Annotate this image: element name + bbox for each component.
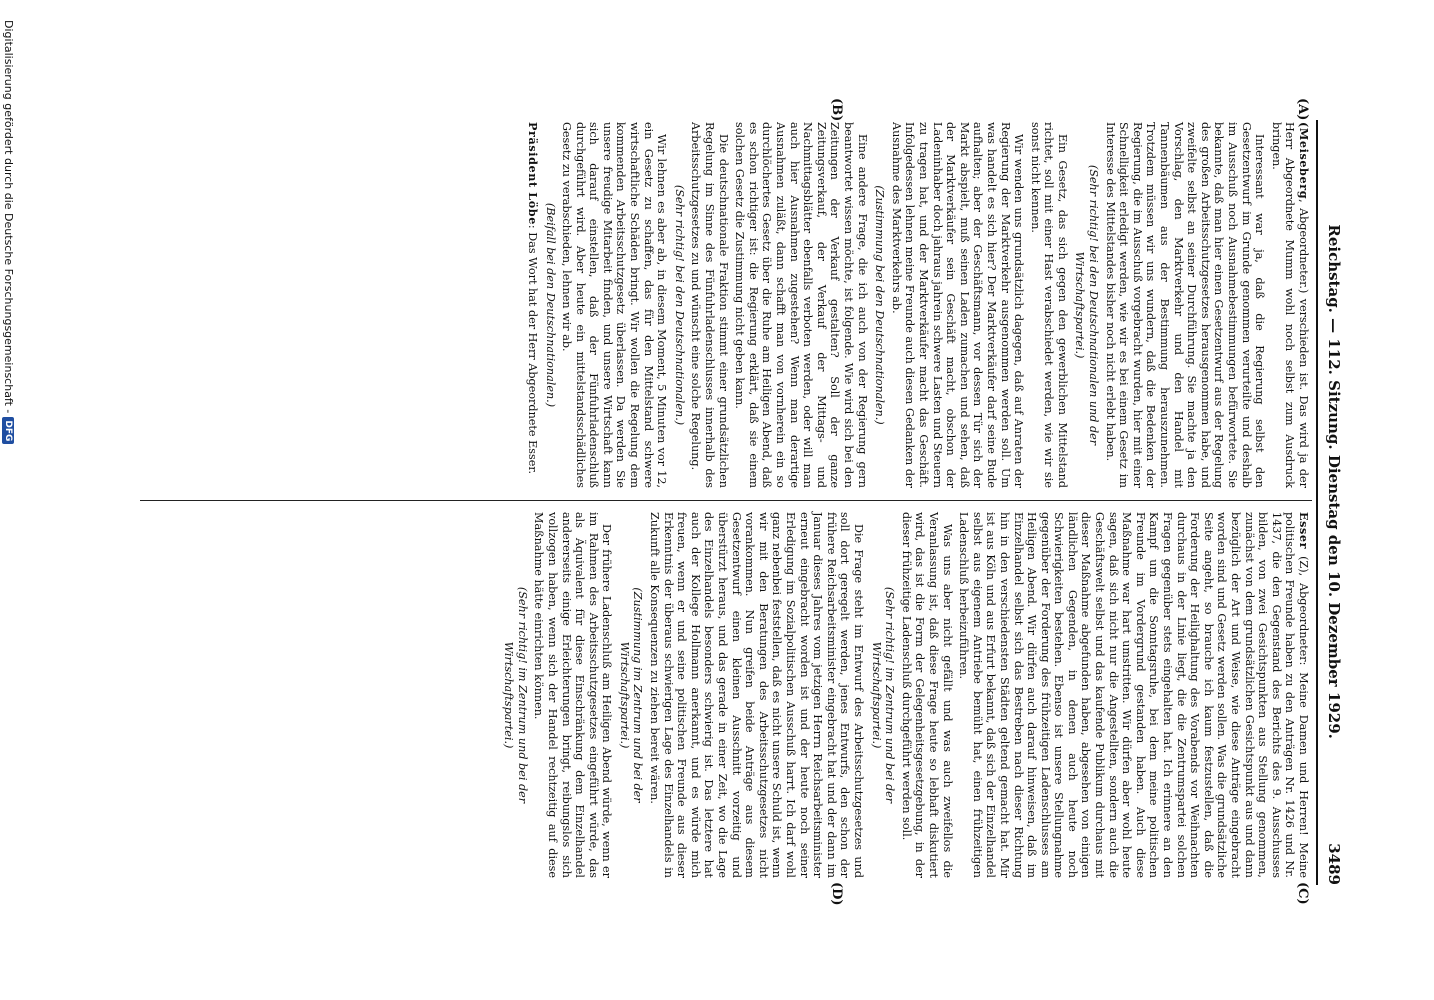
paragraph: Der frühere Ladenschluß am Heiligen Abend würde, wenn er im Rahmen des Arbeitsschutzgesetzes eingeführt würde, das als Äquivalent für diese Einschränkung dem Einzelhandel andererseits einige Erleichterungen bringt, reibungslos sich vollzogen haben, wenn sich der Handel rechtzeitig auf diese Maßnahme hätte einrichten können. (532, 512, 614, 878)
speech-text: (Z), Abgeordneter: Meine Damen und Herren! Meine politischen Freunde haben zu den Anträgen Nr. 1426 und Nr. 1437, die den Gegenstand des Berichts des 9. Ausschusses bilden, von zwei Gesichtspunkten aus Stellung genommen, zunächst von dem grundsätzlichen Gesichtspunkt aus und dann bezüglich der Art und Weise, wie diese Anträge eingebracht worden sind und Gesetz werden sollen. Was die grundsätzliche Seite angeht, so brauche ich kaum festzustellen, daß die Forderung der Heilighaltung des Vorabends vor Weihnachten durchaus in der Linie liegt, die die Zentrumspartei solchen Fragen gegenüber stets eingehalten hat. Ich erinnere an den Kampf um die Sonntagsruhe, bei dem meine politischen Freunde im Vordergrund gestanden haben. Auch diese Maßnahme war hart umstritten. Wir dürfen aber wohl heute sagen, daß sich nicht nur die Angestellten, sondern auch die Geschäftswelt selbst und das kaufende Publikum durchaus mit dieser Maßnahme abgefunden haben, abgesehen von einigen ländlichen Gegenden, in denen auch heute noch Schwierigkeiten bestehen. Ebenso ist unsere Stellungnahme gegenüber der Forderung des frühzeitigen Ladenschlusses am Heiligen Abend. Wir dürfen auch darauf hinweisen, daß im Einzelhandel selbst sich das Bestreben nach dieser Richtung hin in den verschiedensten Städten geltend gemacht hat. Mir ist aus Köln und aus Erfurt bekannt, daß sich der Einzelhandel selbst aus eigenem Antriebe bemüht hat, einen frühzeitigen Ladenschluß herbeizuführen. (957, 512, 1310, 878)
running-head: Reichstag. — 112. Sitzung. Dienstag den 10. Dezember 1929. (1325, 224, 1343, 739)
paragraph: Die deutschnationale Fraktion stimmt einer grundsätzlichen Regelung im Sinne des Fünfuhrladenschlusses innerhalb des Arbeitsschutzgesetzes zu und wünscht eine solche Regelung. (689, 122, 730, 488)
left-column (522, 122, 1310, 488)
interjection: (Sehr richtig! bei den Deutschnationalen.) (672, 184, 686, 426)
speaker-name: (Meiseberg (1297, 122, 1311, 200)
page-number: 3489 (1325, 843, 1343, 885)
paragraph: Die Frage steht im Entwurf des Arbeitsschutzgesetzes und soll dort geregelt werden, jenes Entwurfs, den schon der frühere Reichsarbeitsminister eingebracht hat und der dann im Januar dieses Jahres vom jetzigen Herrn Reichsarbeitsminister erneut eingebracht worden ist und der heute noch seiner Erledigung im Sozialpolitischen Ausschuß harrt. Ich darf wohl ganz nebenbei feststellen, daß es nicht unsere Schuld ist, wenn wir mit den Beratungen des Arbeitsschutzgesetzes nicht vorankommen. Nun greifen beide Anträge aus diesem Gesetzentwurf einen kleinen Ausschnitt vorzeitig und überstürzt heraus, und das gerade in einer Zeit, wo die Lage des Einzelhandels besonders schwierig ist. Das letztere hat auch der Kollege Hollmann anerkannt, und es würde mich freuen, wenn er und seine politischen Freunde aus dieser Erkenntnis der überaus schwierigen Lage des Einzelhandels in Zukunft alle Konsequenzen zu ziehen bereit wären. (648, 512, 865, 878)
dfg-logo: DFG (3, 417, 15, 444)
page-header (1322, 120, 1346, 885)
speech-text: , Abgeordneter.) verschieden ist. Das wird ja der Herr Abgeordnete Mumm wohl noch selbst zum Ausdruck bringen. (1269, 122, 1310, 488)
interjection: (Sehr richtig! im Zentrum und bei der Wirtschaftspartei.) (869, 586, 897, 804)
speaker-name: Esser (1297, 512, 1311, 550)
paragraph: Eine andere Frage, die ich auch von der Regierung gern beantwortet wissen möchte, ist folgende. Wie wird sich bei den Zeitungen der Verkauf gestalten? Soll der ganze Zeitungsverkauf, der Verkauf der Mittags- und Nachmittagsblätter ebenfalls verboten werden, oder will man auch hier Ausnahmen zugestehen? Wenn man derartige Ausnahmen zuläßt, dann schafft man von vornherein ein so durchlöchertes Gesetz über die Ruhe am Heiligen Abend, daß es schon richtiger ist: die Regierung erklärt, daß sie einem solchen Gesetz die Zustimmung nicht geben kann. (733, 122, 869, 488)
column-divider (140, 500, 1312, 501)
digitization-footer (2, 20, 15, 1000)
speech-text: : Das Wort hat der Herr Abgeordnete Esser. (525, 224, 539, 475)
paragraph: Wir lehnen es aber ab, in diesem Moment, 5 Minuten vor 12, ein Gesetz zu schaffen, das für den Mittelstand schwere wirtschaftliche Schäden bringt. Wir wollen die Regelung dem kommenden Arbeitsschutzgesetz überlassen. Da werden Sie unsere freudige Mitarbeit finden, und unsere Wirtschaft kann sich darauf einstellen, daß der Fünfuhrladenschluß durchgeführt wird. Aber heute ein mittelstandsschädliches Gesetz zu verabschieden, lehnen wir ab. (560, 122, 669, 488)
speaker-paragraph (957, 512, 1310, 878)
paragraph: Ein Gesetz, das sich gegen den gewerblichen Mittelstand richtet, soll mit einer Hast verabschiedet werden, wie wir sie sonst nicht kennen. (1028, 122, 1069, 488)
right-column (498, 512, 1310, 878)
interjection: (Zustimmung im Zentrum und bei der Wirtschaftspartei.) (617, 587, 645, 803)
speaker-paragraph (525, 122, 539, 488)
margin-marker-b: (B) (829, 98, 844, 122)
speaker-paragraph (1269, 122, 1310, 488)
paragraph: Was uns aber nicht gefällt und was auch zweifellos die Veranlassung ist, daß diese Frage heute so lebhaft diskutiert wird, das ist die Form der Gelegenheitsgesetzgebung, in der dieser frühzeitige Ladenschluß durchgeführt werden soll. (899, 512, 954, 878)
interjection: (Sehr richtig! im Zentrum und bei der Wirtschaftspartei.) (502, 586, 529, 804)
interjection: (Beifall bei den Deutschnationalen.) (543, 202, 557, 408)
paragraph: Wir wenden uns grundsätzlich dagegen, daß auf Anraten der Regierung der Marktverkehr ausgenommen werden soll. Um was handelt es sich hier? Der Marktverkäufer darf seine Bude aufhalten; aber der Geschäftsmann, vor dessen Tür sich der Markt abspielt, muß seinen Laden zumachen und sehen, daß der Marktverkäufer sein Geschäft macht, obschon der Ladeninhaber doch jahraus jahrein schwere Lasten und Steuern zu tragen hat, und der Marktverkäufer macht das Geschäft. Infolgedessen lehnen meine Freunde auch diesen Gedanken der Ausnahme des Marktverkehrs ab. (889, 122, 1026, 488)
paragraph: Interessant war ja, daß die Regierung selbst den Gesetzentwurf im Grunde genommen verurteilte und deshalb im Ausschuß noch Ausnahmebestimmungen befürwortete. Sie bekannte, daß man hier einen Gesetzentwurf aus der Regelung des großen Arbeitsschutzgesetzes herausgenommen habe, und zweifelte selbst an seiner Durchführung. Sie machte ja den Vorschlag, den Marktverkehr und den Handel mit Tannenbäumen aus der Bestimmung herauszunehmen. Trotzdem müssen wir uns wundern, daß die Bedenken der Regierung, die im Ausschuß vorgebracht wurden, hier mit einer Schnelligkeit erledigt werden, wie wir es bei einem Gesetz im Interesse des Mittelstandes bisher noch nicht erlebt haben. (1103, 122, 1267, 488)
speaker-name: Präsident Löbe (525, 122, 540, 225)
margin-marker-c: (C) (1295, 882, 1310, 905)
interjection: (Zustimmung bei den Deutschnationalen.) (873, 185, 887, 425)
margin-marker-d: (D) (829, 882, 844, 906)
margin-marker-a: (A) (1295, 98, 1310, 121)
interjection: (Sehr richtig! bei den Deutschnationalen und der Wirtschaftspartei.) (1073, 164, 1101, 446)
header-rule (1316, 120, 1318, 885)
footer-text: Digitalisierung gefördert durch die Deutsche Forschungsgemeinschaft - (2, 20, 15, 414)
